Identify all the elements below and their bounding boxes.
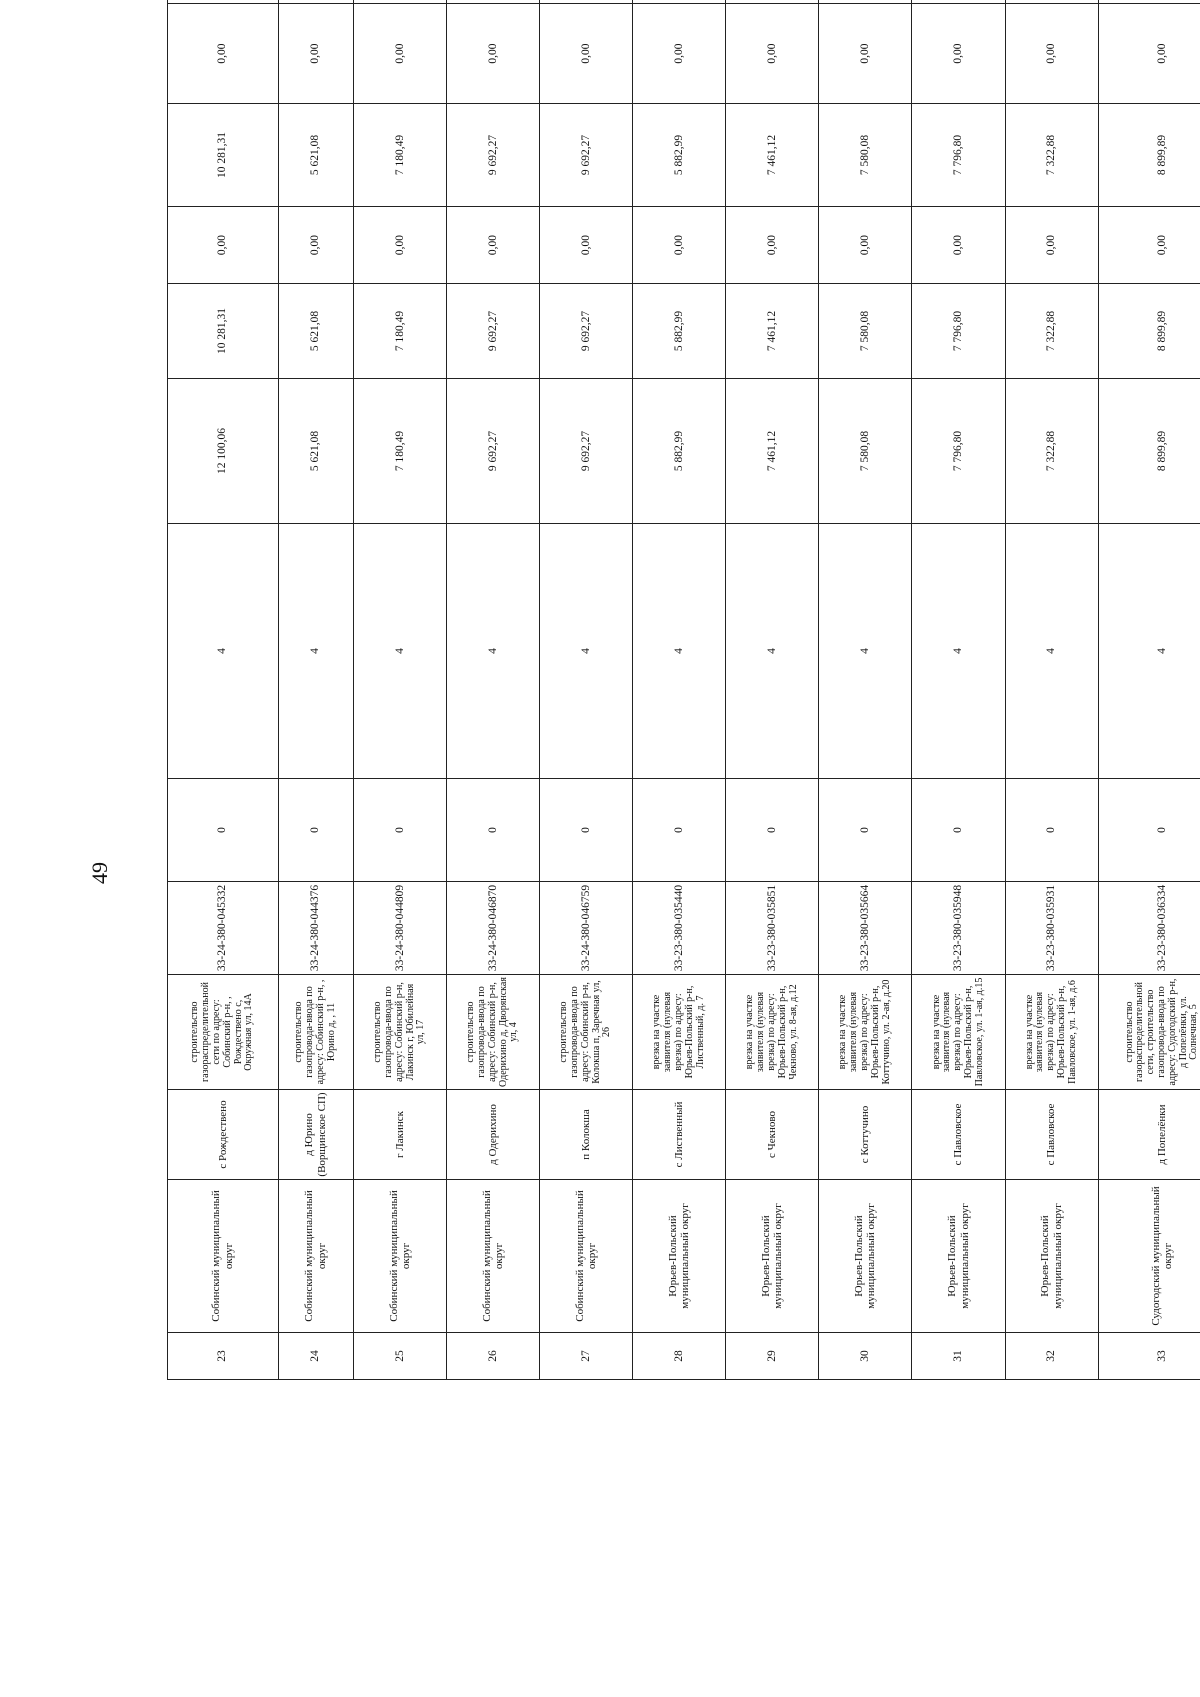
cell-value-3: 9 692,27 bbox=[447, 379, 540, 524]
cell-value-7: 0,00 bbox=[1098, 4, 1200, 104]
cell-value-1: 0 bbox=[1005, 779, 1098, 882]
cell-value-3: 7 322,88 bbox=[1005, 379, 1098, 524]
cell-locality: с Лиственный bbox=[633, 1090, 726, 1180]
cell-description: врезка на участке заявителя (нулевая врезка) по адресу: Юрьев-Польский р-н, Павловское, ул. 1-ая, д.15 bbox=[912, 975, 1005, 1090]
cell-code: 33-23-380-035440 bbox=[633, 882, 726, 975]
cell-value-8 bbox=[726, 0, 819, 4]
table-row bbox=[447, 0, 540, 1380]
cell-value-5: 0,00 bbox=[726, 207, 819, 284]
cell-code: 33-24-380-045332 bbox=[168, 882, 279, 975]
cell-code: 33-23-380-036334 bbox=[1098, 882, 1200, 975]
cell-value-5: 0,00 bbox=[354, 207, 447, 284]
cell-code: 33-24-380-044376 bbox=[278, 882, 353, 975]
cell-code: 33-24-380-046759 bbox=[540, 882, 633, 975]
cell-value-2: 4 bbox=[633, 524, 726, 779]
cell-district: Юрьев-Польский муниципальный округ bbox=[633, 1180, 726, 1333]
table-row bbox=[633, 0, 726, 1380]
table-row bbox=[168, 0, 279, 1380]
cell-value-8 bbox=[540, 0, 633, 4]
cell-value-7: 0,00 bbox=[168, 4, 279, 104]
cell-value-1: 0 bbox=[540, 779, 633, 882]
cell-district: Юрьев-Польский муниципальный округ bbox=[912, 1180, 1005, 1333]
cell-value-6: 5 882,99 bbox=[633, 104, 726, 207]
cell-value-3: 5 621,08 bbox=[278, 379, 353, 524]
cell-value-5: 0,00 bbox=[912, 207, 1005, 284]
cell-value-2: 4 bbox=[1098, 524, 1200, 779]
cell-value-6: 7 322,88 bbox=[1005, 104, 1098, 207]
cell-value-2: 4 bbox=[168, 524, 279, 779]
cell-value-3: 7 796,80 bbox=[912, 379, 1005, 524]
cell-description: врезка на участке заявителя (нулевая врезка) по адресу: Юрьев-Польский р-н, Павловское, ул. 1-ая, д.6 bbox=[1005, 975, 1098, 1090]
cell-value-3: 9 692,27 bbox=[540, 379, 633, 524]
cell-value-5: 0,00 bbox=[819, 207, 912, 284]
cell-value-5: 0,00 bbox=[447, 207, 540, 284]
cell-value-7: 0,00 bbox=[1005, 4, 1098, 104]
cell-value-1: 0 bbox=[354, 779, 447, 882]
cell-description: строительство газораспределительной сети, строительство газопровода-ввода по адресу: Судогодский р-н, д Попелёнки, ул. Солнечная, 5 bbox=[1098, 975, 1200, 1090]
cell-value-5: 0,00 bbox=[540, 207, 633, 284]
cell-district: Юрьев-Польский муниципальный округ bbox=[1005, 1180, 1098, 1333]
cell-code: 33-24-380-046870 bbox=[447, 882, 540, 975]
cell-value-2: 4 bbox=[819, 524, 912, 779]
cell-value-4: 7 180,49 bbox=[354, 284, 447, 379]
cell-row-number: 23 bbox=[168, 1333, 279, 1380]
cell-value-4: 9 692,27 bbox=[540, 284, 633, 379]
cell-value-2: 4 bbox=[447, 524, 540, 779]
cell-value-8 bbox=[633, 0, 726, 4]
cell-description: строительство газораспределительной сети по адресу: Собинский р-н, , Рождествено с, Окружная ул, 14А bbox=[168, 975, 279, 1090]
data-table bbox=[167, 0, 1200, 1380]
cell-row-number: 30 bbox=[819, 1333, 912, 1380]
cell-value-1: 0 bbox=[819, 779, 912, 882]
cell-row-number: 27 bbox=[540, 1333, 633, 1380]
cell-value-1: 0 bbox=[633, 779, 726, 882]
cell-row-number: 28 bbox=[633, 1333, 726, 1380]
cell-value-8 bbox=[1005, 0, 1098, 4]
cell-description: строительство газопровода-ввода по адресу: Собинский р-н, Колокша п, Заречная ул, 26 bbox=[540, 975, 633, 1090]
cell-district: Юрьев-Польский муниципальный округ bbox=[726, 1180, 819, 1333]
cell-value-6: 7 180,49 bbox=[354, 104, 447, 207]
rotated-table-container bbox=[167, 43, 1200, 1380]
cell-row-number: 31 bbox=[912, 1333, 1005, 1380]
cell-value-6: 10 281,31 bbox=[168, 104, 279, 207]
cell-value-6: 5 621,08 bbox=[278, 104, 353, 207]
cell-row-number: 32 bbox=[1005, 1333, 1098, 1380]
table-row bbox=[278, 0, 353, 1380]
cell-locality: с Рождествено bbox=[168, 1090, 279, 1180]
cell-value-5: 0,00 bbox=[1005, 207, 1098, 284]
cell-value-4: 5 882,99 bbox=[633, 284, 726, 379]
cell-district: Юрьев-Польский муниципальный округ bbox=[819, 1180, 912, 1333]
cell-description: строительство газопровода-ввода по адресу: Собинский р-н, , Юрино д, , 11 bbox=[278, 975, 353, 1090]
cell-value-1: 0 bbox=[168, 779, 279, 882]
cell-code: 33-24-380-044809 bbox=[354, 882, 447, 975]
table-body bbox=[168, 0, 1200, 1380]
cell-locality: д Юрино (Ворщинское СП) bbox=[278, 1090, 353, 1180]
cell-value-5: 0,00 bbox=[168, 207, 279, 284]
cell-district: Собинский муниципальный округ bbox=[354, 1180, 447, 1333]
cell-value-5: 0,00 bbox=[278, 207, 353, 284]
cell-value-2: 4 bbox=[354, 524, 447, 779]
cell-value-4: 7 461,12 bbox=[726, 284, 819, 379]
table-row bbox=[1098, 0, 1200, 1380]
cell-value-4: 9 692,27 bbox=[447, 284, 540, 379]
cell-code: 33-23-380-035664 bbox=[819, 882, 912, 975]
table-row bbox=[726, 0, 819, 1380]
cell-value-3: 7 180,49 bbox=[354, 379, 447, 524]
cell-value-8 bbox=[354, 0, 447, 4]
cell-value-1: 0 bbox=[912, 779, 1005, 882]
page-number: 49 bbox=[87, 862, 112, 884]
cell-locality: с Павловское bbox=[1005, 1090, 1098, 1180]
cell-row-number: 24 bbox=[278, 1333, 353, 1380]
cell-district: Собинский муниципальный округ bbox=[278, 1180, 353, 1333]
cell-value-4: 7 580,08 bbox=[819, 284, 912, 379]
cell-row-number: 33 bbox=[1098, 1333, 1200, 1380]
cell-locality: с Коттучино bbox=[819, 1090, 912, 1180]
cell-value-6: 9 692,27 bbox=[540, 104, 633, 207]
cell-value-6: 8 899,89 bbox=[1098, 104, 1200, 207]
cell-value-8 bbox=[819, 0, 912, 4]
cell-value-2: 4 bbox=[1005, 524, 1098, 779]
cell-value-8 bbox=[447, 0, 540, 4]
cell-description: строительство газопровода-ввода по адресу: Собинский р-н, Одерихино д, Дворянская ул, 4 bbox=[447, 975, 540, 1090]
cell-code: 33-23-380-035931 bbox=[1005, 882, 1098, 975]
cell-value-2: 4 bbox=[540, 524, 633, 779]
cell-locality: д Одерихино bbox=[447, 1090, 540, 1180]
cell-district: Судогодский муниципальный округ bbox=[1098, 1180, 1200, 1333]
cell-value-7: 0,00 bbox=[447, 4, 540, 104]
cell-row-number: 29 bbox=[726, 1333, 819, 1380]
table-row bbox=[1005, 0, 1098, 1380]
cell-code: 33-23-380-035948 bbox=[912, 882, 1005, 975]
cell-value-8 bbox=[278, 0, 353, 4]
cell-description: строительство газопровода-ввода по адресу: Собинский р-н, Лакинск г, Юбилейная ул, 17 bbox=[354, 975, 447, 1090]
cell-value-6: 7 580,08 bbox=[819, 104, 912, 207]
cell-value-5: 0,00 bbox=[1098, 207, 1200, 284]
cell-code: 33-23-380-035851 bbox=[726, 882, 819, 975]
cell-district: Собинский муниципальный округ bbox=[447, 1180, 540, 1333]
cell-value-1: 0 bbox=[447, 779, 540, 882]
cell-value-2: 4 bbox=[912, 524, 1005, 779]
table-row bbox=[819, 0, 912, 1380]
cell-value-6: 9 692,27 bbox=[447, 104, 540, 207]
cell-locality: с Чекново bbox=[726, 1090, 819, 1180]
cell-value-7: 0,00 bbox=[278, 4, 353, 104]
cell-value-8 bbox=[168, 0, 279, 4]
table-row bbox=[912, 0, 1005, 1380]
table-row bbox=[540, 0, 633, 1380]
cell-value-7: 0,00 bbox=[819, 4, 912, 104]
cell-value-3: 7 580,08 bbox=[819, 379, 912, 524]
cell-value-8 bbox=[1098, 0, 1200, 4]
cell-value-1: 0 bbox=[278, 779, 353, 882]
cell-district: Собинский муниципальный округ bbox=[540, 1180, 633, 1333]
cell-district: Собинский муниципальный округ bbox=[168, 1180, 279, 1333]
cell-value-7: 0,00 bbox=[633, 4, 726, 104]
cell-value-3: 8 899,89 bbox=[1098, 379, 1200, 524]
cell-row-number: 26 bbox=[447, 1333, 540, 1380]
cell-value-6: 7 796,80 bbox=[912, 104, 1005, 207]
cell-description: врезка на участке заявителя (нулевая врезка) по адресу: Юрьев-Польский р-н, Лиственный, д. 7 bbox=[633, 975, 726, 1090]
cell-description: врезка на участке заявителя (нулевая врезка) по адресу: Юрьев-Польский р-н, Коттучино, ул. 2-ая, д.20 bbox=[819, 975, 912, 1090]
cell-locality: г Лакинск bbox=[354, 1090, 447, 1180]
cell-locality: д Попелёнки bbox=[1098, 1090, 1200, 1180]
cell-value-4: 5 621,08 bbox=[278, 284, 353, 379]
cell-value-7: 0,00 bbox=[540, 4, 633, 104]
cell-locality: п Колокша bbox=[540, 1090, 633, 1180]
cell-row-number: 25 bbox=[354, 1333, 447, 1380]
cell-value-8 bbox=[912, 0, 1005, 4]
cell-value-7: 0,00 bbox=[354, 4, 447, 104]
cell-value-4: 8 899,89 bbox=[1098, 284, 1200, 379]
cell-value-1: 0 bbox=[1098, 779, 1200, 882]
cell-value-4: 7 796,80 bbox=[912, 284, 1005, 379]
cell-value-4: 7 322,88 bbox=[1005, 284, 1098, 379]
cell-value-2: 4 bbox=[278, 524, 353, 779]
cell-value-3: 5 882,99 bbox=[633, 379, 726, 524]
cell-locality: с Павловское bbox=[912, 1090, 1005, 1180]
cell-value-4: 10 281,31 bbox=[168, 284, 279, 379]
cell-value-1: 0 bbox=[726, 779, 819, 882]
cell-value-5: 0,00 bbox=[633, 207, 726, 284]
table-row bbox=[354, 0, 447, 1380]
cell-value-3: 7 461,12 bbox=[726, 379, 819, 524]
cell-description: врезка на участке заявителя (нулевая врезка) по адресу: Юрьев-Польский р-н, Чекново, ул. 8-ая, д.12 bbox=[726, 975, 819, 1090]
cell-value-6: 7 461,12 bbox=[726, 104, 819, 207]
cell-value-2: 4 bbox=[726, 524, 819, 779]
cell-value-7: 0,00 bbox=[726, 4, 819, 104]
cell-value-7: 0,00 bbox=[912, 4, 1005, 104]
cell-value-3: 12 100,06 bbox=[168, 379, 279, 524]
